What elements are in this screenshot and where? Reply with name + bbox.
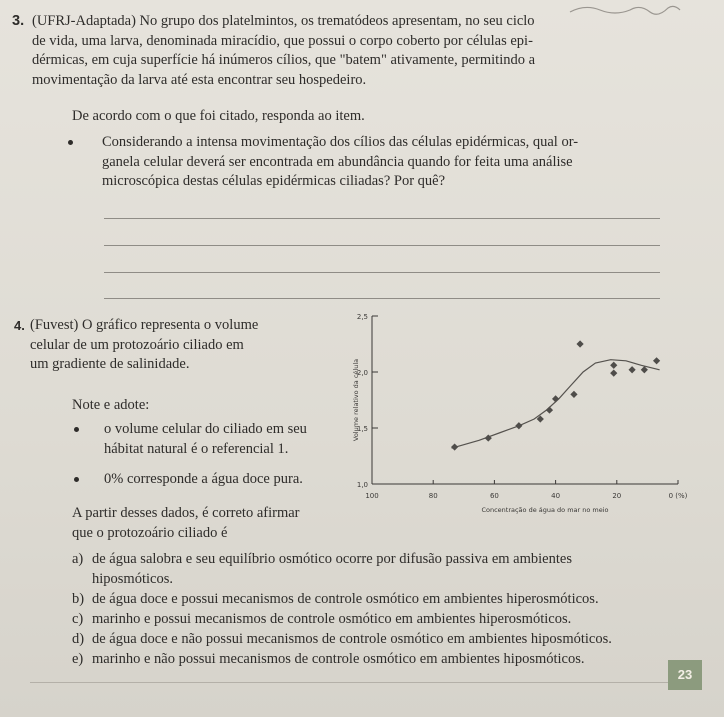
- page-number: 23: [668, 660, 702, 690]
- data-point: [576, 340, 583, 347]
- x-tick-label: 0 (%): [668, 492, 688, 500]
- answer-line[interactable]: [104, 218, 660, 219]
- question-3-line: (UFRJ-Adaptada) No grupo dos platelmintos, os trematódeos apresentam, no seu ciclo: [32, 13, 535, 29]
- option-label: d): [72, 631, 85, 647]
- note-item: [104, 420, 354, 459]
- data-point: [610, 362, 617, 369]
- data-point: [570, 391, 577, 398]
- question-3-number: 3.: [12, 13, 25, 29]
- note-item-line: 0% corresponde a água doce pura.: [104, 471, 303, 487]
- option-text: de água salobra e seu equilíbrio osmótico ocorre por difusão passiva em ambientes: [92, 551, 572, 567]
- question-4-stem: [72, 504, 372, 543]
- y-tick-label: 1,5: [356, 425, 368, 433]
- chart-curve: [452, 360, 660, 449]
- data-point: [552, 395, 559, 402]
- note-item-line: o volume celular do ciliado em seu: [104, 421, 307, 437]
- option-text: marinho e possui mecanismos de controle osmótico em ambientes hiperosmóticos.: [92, 611, 572, 627]
- answer-line[interactable]: [104, 245, 660, 246]
- bullet-icon: [68, 140, 73, 145]
- question-3: [12, 12, 662, 90]
- question-3-item-line: ganela celular deverá ser encontrada em abundância quando for feita uma análise: [102, 153, 573, 170]
- question-3-item-line: microscópica destas células epidérmicas ciliadas? Por quê?: [102, 173, 446, 189]
- option-b[interactable]: [72, 589, 672, 609]
- question-3-item: [82, 133, 662, 192]
- x-tick-label: 80: [428, 492, 438, 500]
- y-tick-label: 2,0: [356, 369, 368, 377]
- question-4-intro-line: (Fuvest) O gráfico representa o volume: [30, 317, 259, 333]
- option-text: hiposmóticos.: [92, 571, 173, 587]
- data-point: [515, 422, 522, 429]
- question-4-intro-line: um gradiente de salinidade.: [30, 356, 190, 372]
- fitted-curve: [452, 360, 660, 449]
- x-tick-label: 100: [365, 492, 379, 500]
- chart-axes: [372, 316, 678, 484]
- note-item: [104, 470, 354, 490]
- option-text: marinho e não possui mecanismos de controle osmótico em ambientes hiposmóticos.: [92, 651, 585, 667]
- question-4-intro-line: celular de um protozoário ciliado em: [30, 336, 244, 353]
- option-label: a): [72, 551, 84, 567]
- note-item-line: hábitat natural é o referencial 1.: [104, 440, 289, 457]
- option-text: de água doce e possui mecanismos de controle osmótico em ambientes hiperosmóticos.: [92, 591, 599, 607]
- y-tick-label: 1,0: [356, 481, 368, 489]
- chart-points: [451, 340, 660, 450]
- x-axis-title: Concentração de água do mar no meio: [481, 506, 609, 514]
- option-c[interactable]: [72, 609, 672, 629]
- data-point: [451, 443, 458, 450]
- question-3-line: movimentação da larva até esta encontrar seu hospedeiro.: [32, 71, 367, 88]
- question-3-line: de vida, uma larva, denominada miracídio, que possui o corpo coberto por células epi-: [32, 32, 533, 49]
- bullet-icon: [74, 427, 79, 432]
- question-3-prompt: De acordo com o que foi citado, responda ao item.: [72, 108, 365, 124]
- data-point: [610, 370, 617, 377]
- answer-options: [72, 549, 672, 669]
- question-4-stem-line: que o protozoário ciliado é: [72, 524, 228, 541]
- answer-line[interactable]: [104, 298, 660, 299]
- data-point: [653, 357, 660, 364]
- option-e[interactable]: [72, 649, 672, 669]
- option-d[interactable]: [72, 629, 672, 649]
- answer-line[interactable]: [104, 272, 660, 273]
- option-label: c): [72, 611, 84, 627]
- data-point: [546, 406, 553, 413]
- data-point: [629, 366, 636, 373]
- option-text: de água doce e não possui mecanismos de controle osmótico em ambientes hiposmóticos.: [92, 631, 612, 647]
- option-a[interactable]: [72, 549, 672, 589]
- bullet-icon: [74, 477, 79, 482]
- question-3-line: dérmicas, em cuja superfície há inúmeros cílios, que "batem" ativamente, permitindo a: [32, 52, 536, 68]
- y-tick-label: 2,5: [356, 313, 368, 321]
- note-heading: Note e adote:: [72, 397, 150, 413]
- question-4: [14, 316, 360, 375]
- page-divider: [30, 682, 668, 683]
- x-tick-label: 60: [489, 492, 499, 500]
- question-3-item-line: Considerando a intensa movimentação dos cílios das células epidérmicas, qual or-: [102, 134, 579, 150]
- question-4-number: 4.: [14, 318, 25, 333]
- option-label: e): [72, 651, 84, 667]
- x-tick-label: 40: [551, 492, 561, 500]
- question-4-stem-line: A partir desses dados, é correto afirmar: [72, 505, 300, 521]
- y-axis-title: Volume relativo da célula: [352, 358, 360, 442]
- cell-volume-chart: [340, 306, 690, 526]
- option-label: b): [72, 591, 85, 607]
- x-tick-label: 20: [612, 492, 622, 500]
